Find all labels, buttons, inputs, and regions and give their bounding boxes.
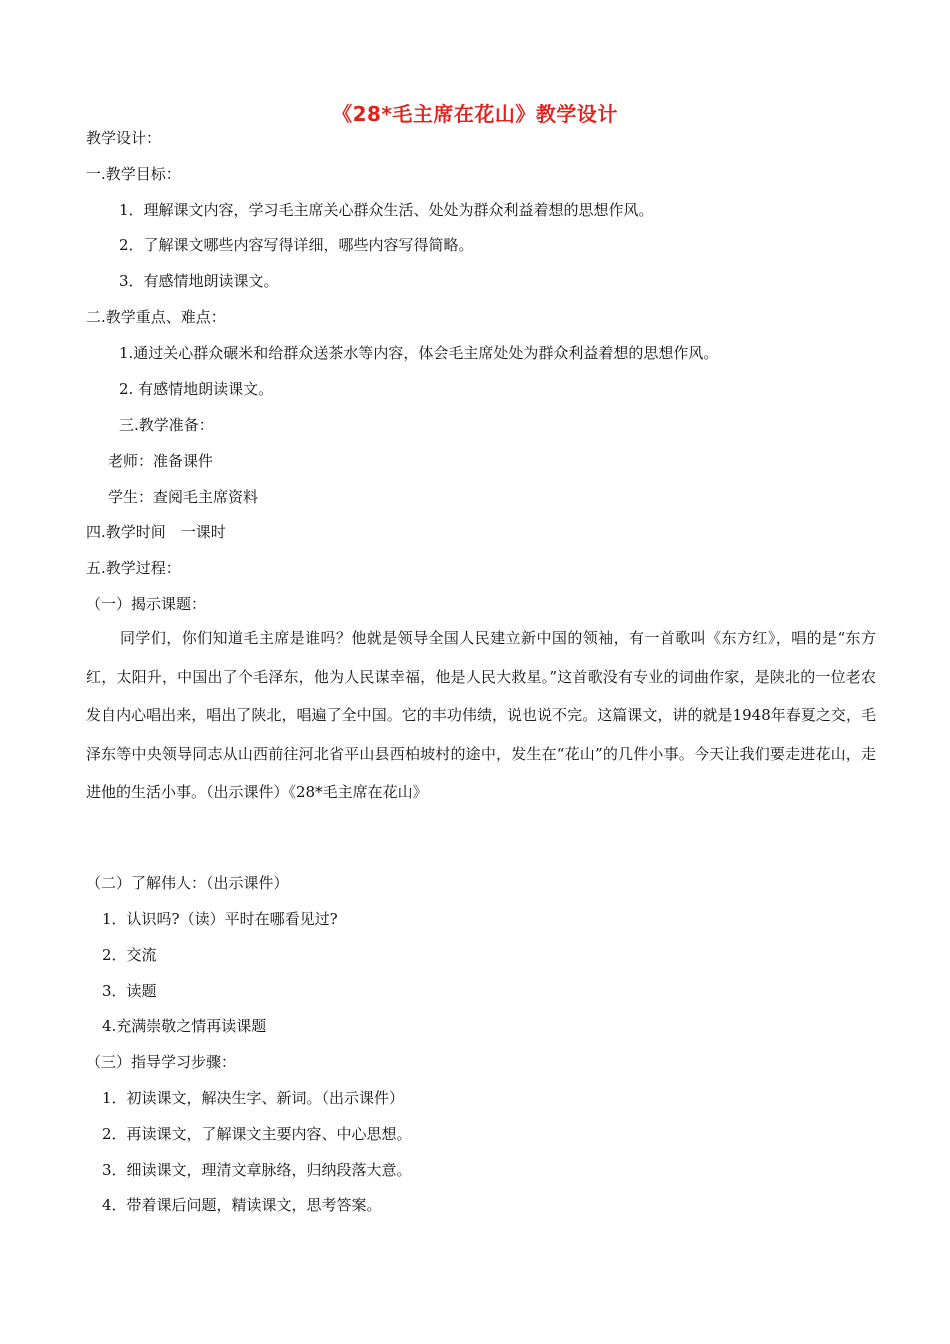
subsection-heading-reveal-topic: （一）揭示课题： xyxy=(86,595,207,613)
key-point-item-2: 2. 有感情地朗读课文。 xyxy=(119,380,274,398)
section-heading-time: 四.教学时间 一课时 xyxy=(86,523,226,541)
intro-paragraph: 同学们，你们知道毛主席是谁吗？他就是领导全国人民建立新中国的领袖，有一首歌叫《东方红》，唱的是“东方红，太阳升，中国出了个毛泽东，他为人民谋幸福，他是人民大救星。”这首歌没有专业的词曲作家，是陕北的一位老农发自内心唱出来，唱出了陕北，唱遍了全中国。它的丰功伟绩，说也说不完。这篇课文，讲的就是1948年春夏之交，毛泽东等中央领导同志从山西前往河北省平山县西柏坡村的途中，发生在“花山”的几件小事。今天让我们要走进花山，走进他的生活小事。（出示课件）《28*毛主席在花山》 xyxy=(86,629,876,801)
section-heading-process: 五.教学过程： xyxy=(86,559,181,577)
leader-step-3: 3．读题 xyxy=(102,982,157,1000)
document-title: 《28*毛主席在花山》教学设计 xyxy=(332,102,618,126)
preparation-teacher: 老师：准备课件 xyxy=(108,452,214,470)
subsection-heading-study-steps: （三）指导学习步骤： xyxy=(86,1053,237,1071)
section-heading-preparation: 三.教学准备： xyxy=(119,416,214,434)
subsection-heading-know-leader: （二）了解伟人：（出示课件） xyxy=(86,874,289,892)
section-heading-objectives: 一.教学目标： xyxy=(86,165,181,183)
section-heading-key-points: 二.教学重点、难点： xyxy=(86,308,226,326)
section-heading-design: 教学设计： xyxy=(86,129,162,147)
objective-item-1: 1．理解课文内容，学习毛主席关心群众生活、处处为群众利益着想的思想作风。 xyxy=(119,201,654,219)
leader-step-2: 2．交流 xyxy=(102,946,157,964)
study-step-2: 2．再读课文，了解课文主要内容、中心思想。 xyxy=(102,1125,412,1143)
leader-step-4: 4.充满崇敬之情再读课题 xyxy=(102,1017,267,1035)
study-step-3: 3．细读课文，理清文章脉络，归纳段落大意。 xyxy=(102,1161,412,1179)
preparation-student: 学生：查阅毛主席资料 xyxy=(108,488,259,506)
objective-item-2: 2．了解课文哪些内容写得详细，哪些内容写得简略。 xyxy=(119,236,474,254)
study-step-1: 1．初读课文，解决生字、新词。（出示课件） xyxy=(102,1089,405,1107)
leader-step-1: 1．认识吗?（读）平时在哪看见过? xyxy=(102,910,338,928)
key-point-item-1: 1.通过关心群众碾米和给群众送茶水等内容，体会毛主席处处为群众利益着想的思想作风。 xyxy=(119,344,719,362)
objective-item-3: 3．有感情地朗读课文。 xyxy=(119,272,279,290)
study-step-4: 4．带着课后问题，精读课文，思考答案。 xyxy=(102,1196,382,1214)
